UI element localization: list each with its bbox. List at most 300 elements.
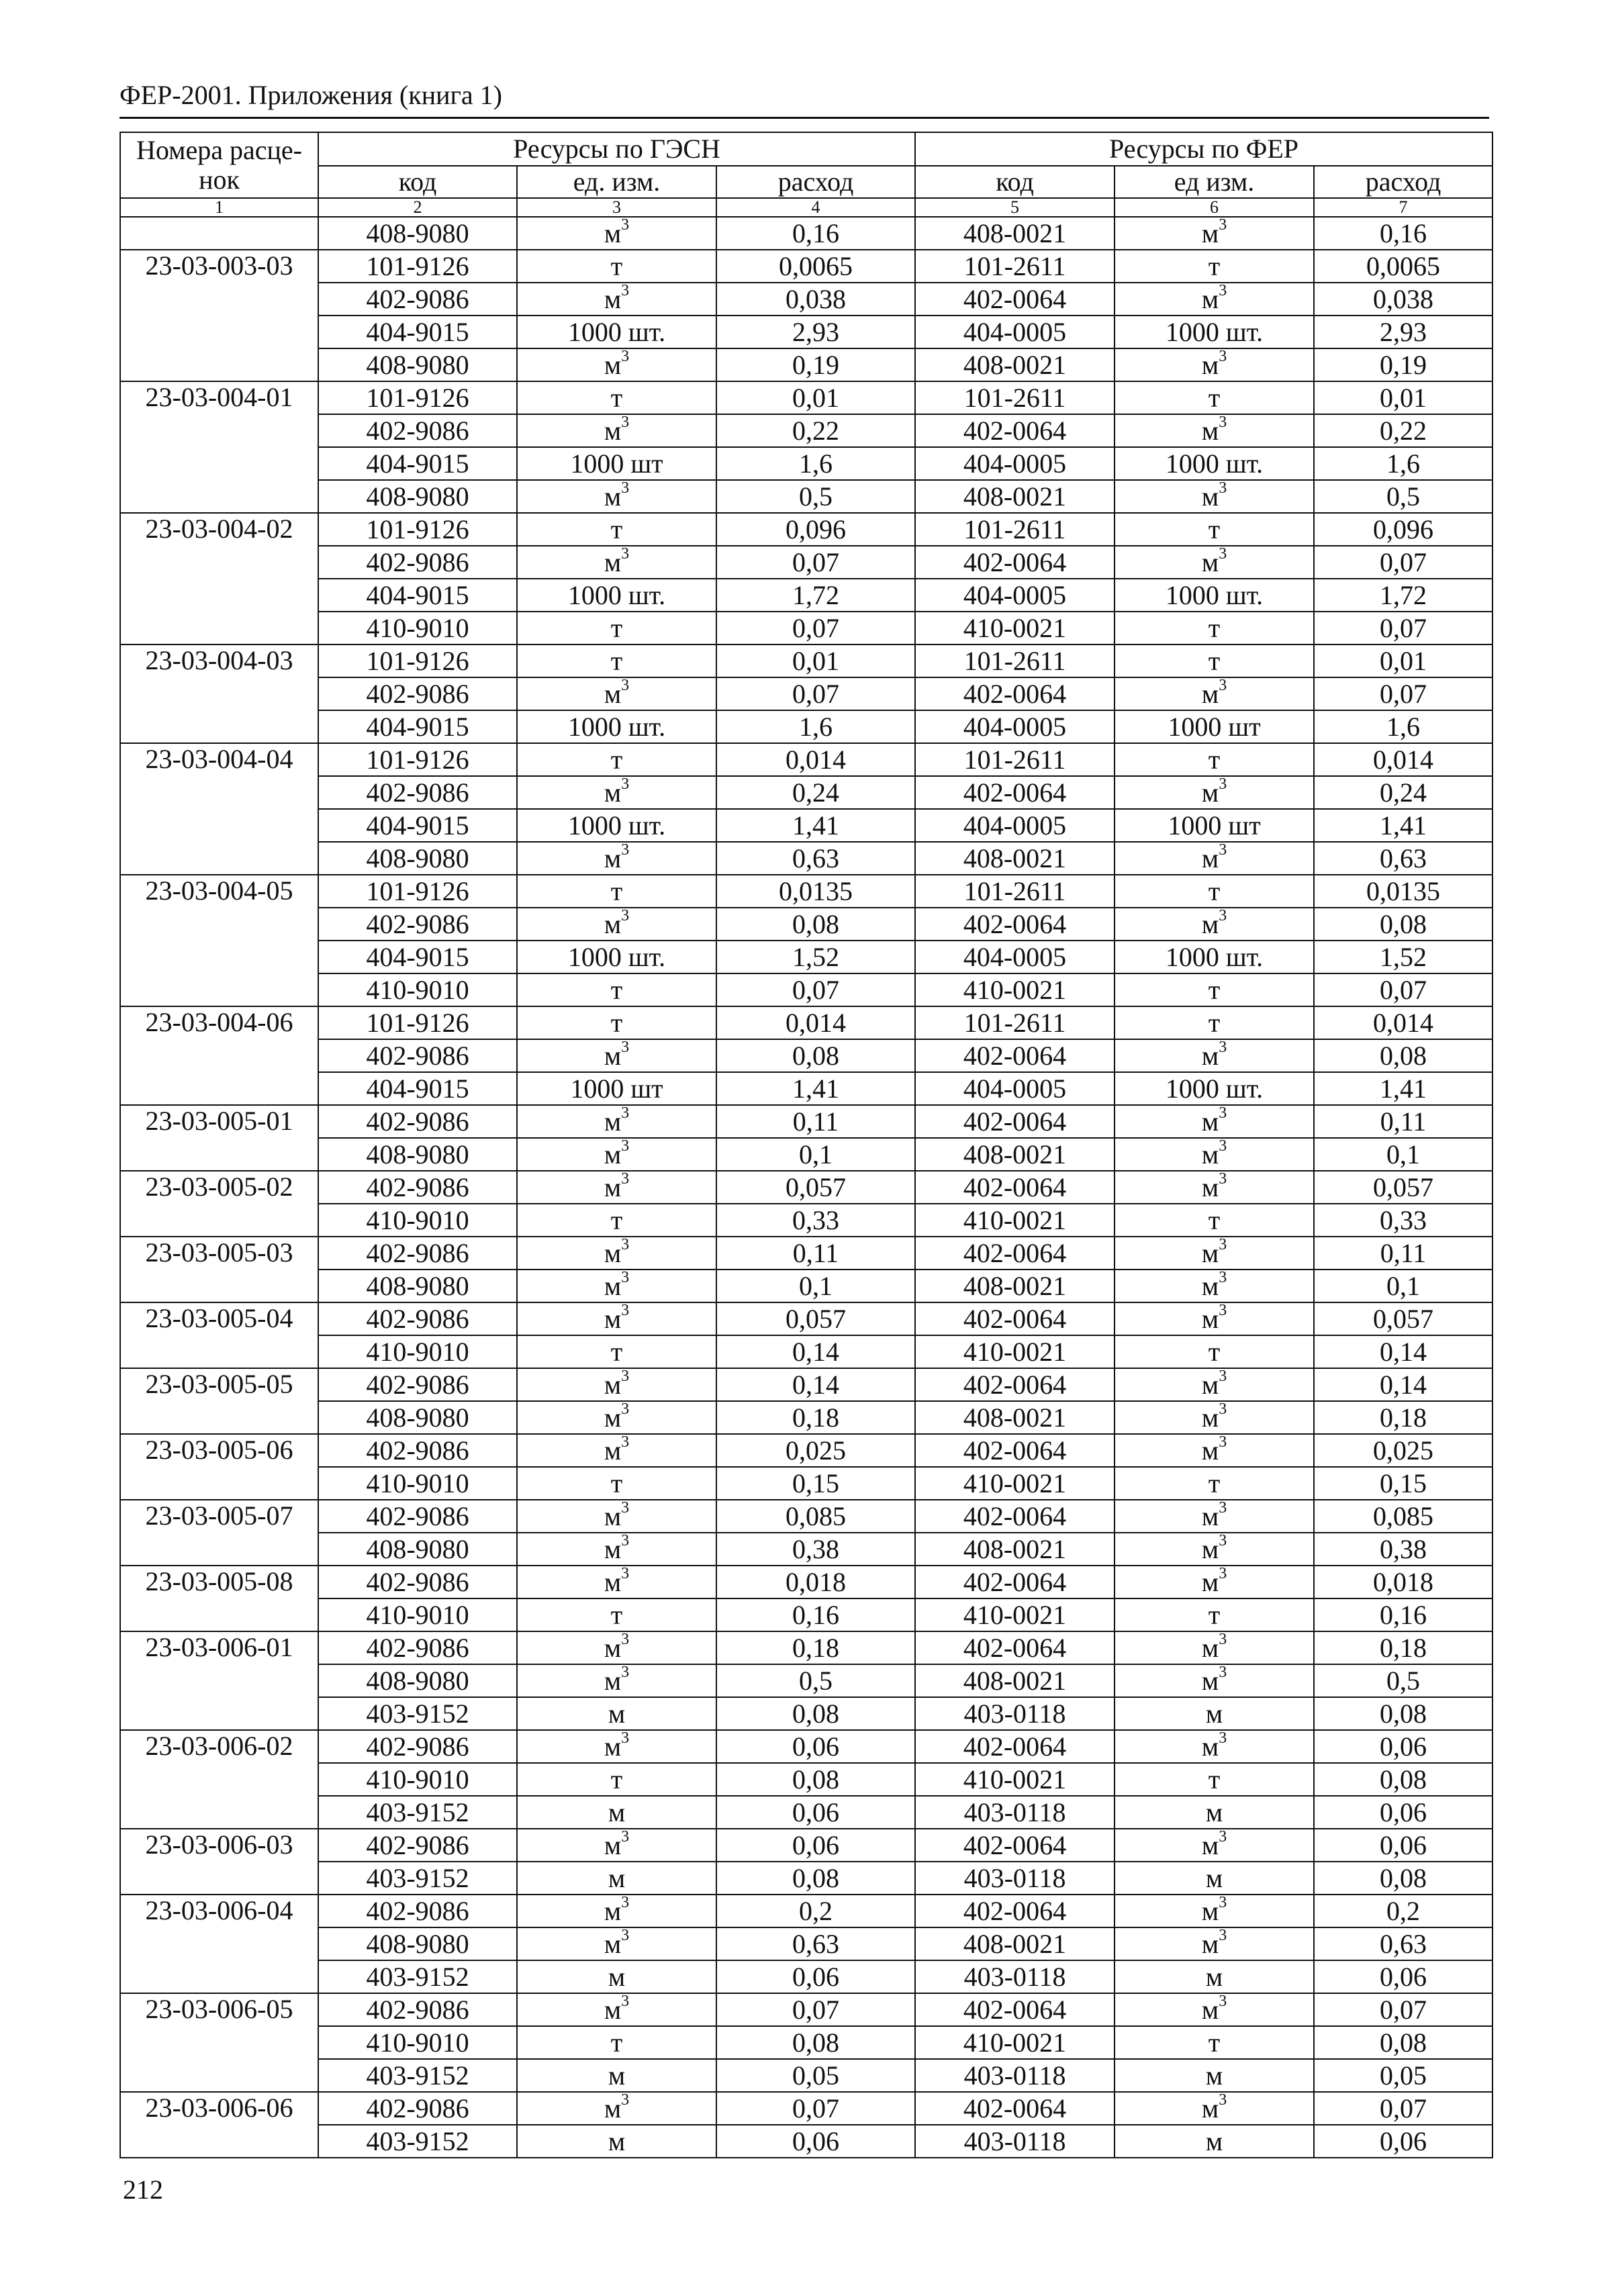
gesn-code-cell <box>318 1927 517 1960</box>
fer-code-cell <box>915 2125 1115 2158</box>
fer-unit: $м^3$ <box>1201 908 1227 939</box>
fer-qty: 0,1 <box>1386 1270 1421 1301</box>
gesn-qty: 0,06 <box>792 2125 840 2156</box>
gesn-code-cell <box>318 1039 517 1072</box>
gesn-unit: м <box>608 1961 626 1992</box>
gesn-unit: $м^3$ <box>604 414 630 446</box>
fer-code-cell <box>915 381 1115 414</box>
fer-code: 402-0064 <box>963 1303 1067 1334</box>
fer-unit: $м^3$ <box>1201 1664 1227 1696</box>
rate-number-cell <box>120 973 318 1006</box>
header-fer-unit: ед изм. <box>1115 166 1314 198</box>
gesn-unit-cell <box>517 809 716 842</box>
header-gesn-qty: расход <box>716 166 915 198</box>
fer-unit: м <box>1205 2060 1223 2091</box>
rate-number-cell <box>120 1895 318 1927</box>
fer-unit: $м^3$ <box>1201 1533 1227 1564</box>
fer-unit-cell <box>1115 217 1314 250</box>
gesn-qty: 0,057 <box>786 1171 847 1202</box>
table-row <box>120 1204 1492 1237</box>
fer-unit-cell <box>1115 1105 1314 1138</box>
fer-unit-cell <box>1115 644 1314 677</box>
fer-code-cell <box>915 1993 1115 2026</box>
gesn-qty-cell <box>716 316 915 348</box>
fer-code-cell <box>915 1006 1115 1039</box>
gesn-code: 101-9126 <box>366 645 469 676</box>
fer-qty: 0,1 <box>1386 1139 1421 1169</box>
rate-number: 23-03-006-05 <box>145 1994 293 2024</box>
gesn-code: 408-9080 <box>366 843 469 873</box>
gesn-code: 410-9010 <box>366 1599 469 1630</box>
gesn-code: 101-9126 <box>366 1007 469 1038</box>
gesn-code: 402-9086 <box>366 1566 469 1597</box>
fer-code: 402-0064 <box>963 1895 1067 1926</box>
rate-number-cell <box>120 1006 318 1039</box>
table-row <box>120 1598 1492 1631</box>
gesn-code: 402-9086 <box>366 1237 469 1268</box>
gesn-qty-cell <box>716 612 915 644</box>
gesn-unit: $м^3$ <box>604 1401 630 1433</box>
table-row <box>120 677 1492 710</box>
fer-code-cell <box>915 677 1115 710</box>
table-row <box>120 1237 1492 1270</box>
gesn-unit-cell <box>517 217 716 250</box>
fer-code-cell <box>915 1039 1115 1072</box>
rate-number-cell <box>120 1368 318 1401</box>
fer-code-cell <box>915 743 1115 776</box>
fer-qty: 0,38 <box>1380 1533 1427 1564</box>
gesn-unit: $м^3$ <box>604 1730 630 1762</box>
fer-qty-cell <box>1314 941 1492 973</box>
fer-unit-cell <box>1115 875 1314 908</box>
fer-code: 402-0064 <box>963 678 1067 709</box>
fer-qty: 0,07 <box>1380 974 1427 1005</box>
fer-unit: 1000 шт. <box>1165 448 1264 479</box>
gesn-qty: 0,08 <box>792 1698 840 1729</box>
gesn-qty-cell <box>716 1829 915 1862</box>
fer-code: 408-0021 <box>963 218 1067 248</box>
fer-code-cell <box>915 1171 1115 1204</box>
fer-qty: 0,08 <box>1380 1862 1427 1893</box>
gesn-code-cell <box>318 1862 517 1895</box>
fer-qty: 0,15 <box>1380 1468 1427 1498</box>
fer-qty-cell <box>1314 250 1492 283</box>
gesn-unit: т <box>610 1468 623 1498</box>
fer-unit: м <box>1205 1961 1223 1992</box>
table-row <box>120 2125 1492 2158</box>
gesn-qty-cell <box>716 447 915 480</box>
table-row <box>120 1335 1492 1368</box>
gesn-code-cell <box>318 513 517 546</box>
fer-code: 408-0021 <box>963 1533 1067 1564</box>
fer-unit: м <box>1205 1797 1223 1827</box>
gesn-unit-cell <box>517 2092 716 2125</box>
gesn-code: 402-9086 <box>366 1106 469 1137</box>
rate-number: 23-03-006-02 <box>145 1731 293 1761</box>
rate-number: 23-03-004-02 <box>145 514 293 544</box>
fer-unit-cell <box>1115 1730 1314 1763</box>
fer-qty-cell <box>1314 2059 1492 2092</box>
fer-code: 404-0005 <box>963 711 1067 742</box>
rate-number-cell <box>120 1631 318 1664</box>
gesn-code-cell <box>318 809 517 842</box>
gesn-unit: т <box>610 1764 623 1795</box>
gesn-qty-cell <box>716 1895 915 1927</box>
gesn-code: 402-9086 <box>366 1435 469 1466</box>
fer-code: 101-2611 <box>963 645 1066 676</box>
fer-qty: 0,07 <box>1380 612 1427 643</box>
fer-unit-cell <box>1115 2125 1314 2158</box>
gesn-code-cell <box>318 1138 517 1171</box>
gesn-code: 404-9015 <box>366 1073 469 1104</box>
fer-code-cell <box>915 1697 1115 1730</box>
gesn-unit-cell <box>517 316 716 348</box>
gesn-unit-cell <box>517 381 716 414</box>
fer-qty-cell <box>1314 1204 1492 1237</box>
table-row <box>120 1138 1492 1171</box>
rate-number: 23-03-005-03 <box>145 1237 293 1267</box>
fer-unit: $м^3$ <box>1201 1039 1227 1071</box>
fer-qty: 0,33 <box>1380 1204 1427 1235</box>
gesn-qty-cell <box>716 1105 915 1138</box>
fer-qty: 0,24 <box>1380 777 1427 808</box>
rate-number-cell <box>120 1927 318 1960</box>
fer-unit: $м^3$ <box>1201 1138 1227 1169</box>
fer-code-cell <box>915 809 1115 842</box>
gesn-unit: $м^3$ <box>604 908 630 939</box>
gesn-qty: 0,1 <box>799 1270 833 1301</box>
fer-qty: 0,08 <box>1380 1764 1427 1795</box>
fer-qty: 0,06 <box>1380 1829 1427 1860</box>
fer-code: 410-0021 <box>963 1204 1067 1235</box>
fer-code: 403-0118 <box>963 1698 1066 1729</box>
rate-number-cell <box>120 710 318 743</box>
fer-qty-cell <box>1314 283 1492 316</box>
gesn-qty-cell <box>716 1006 915 1039</box>
gesn-code: 410-9010 <box>366 612 469 643</box>
gesn-code-cell <box>318 546 517 579</box>
table-row <box>120 480 1492 513</box>
fer-code-cell <box>915 1829 1115 1862</box>
gesn-code-cell <box>318 217 517 250</box>
rate-number-cell <box>120 1039 318 1072</box>
column-number: 1 <box>120 198 318 217</box>
fer-qty: 0,07 <box>1380 678 1427 709</box>
fer-qty: 1,41 <box>1380 810 1427 841</box>
gesn-qty: 0,07 <box>792 2093 840 2123</box>
gesn-unit-cell <box>517 1006 716 1039</box>
fer-qty: 0,14 <box>1380 1369 1427 1400</box>
fer-unit: $м^3$ <box>1201 348 1227 380</box>
fer-code-cell <box>915 842 1115 875</box>
gesn-unit-cell <box>517 447 716 480</box>
gesn-unit: $м^3$ <box>604 1566 630 1597</box>
gesn-code-cell <box>318 1895 517 1927</box>
gesn-qty-cell <box>716 743 915 776</box>
rate-number-cell <box>120 579 318 612</box>
gesn-qty: 0,14 <box>792 1369 840 1400</box>
fer-qty-cell <box>1314 1598 1492 1631</box>
rate-number: 23-03-004-01 <box>145 382 293 412</box>
rate-number-cell <box>120 1204 318 1237</box>
gesn-qty: 0,63 <box>792 1928 840 1959</box>
rate-number: 23-03-005-07 <box>145 1500 293 1531</box>
rate-number: 23-03-005-04 <box>145 1303 293 1333</box>
fer-unit-cell <box>1115 908 1314 941</box>
gesn-unit-cell <box>517 908 716 941</box>
gesn-qty-cell <box>716 1533 915 1566</box>
table-row <box>120 842 1492 875</box>
column-number: 6 <box>1115 198 1314 217</box>
fer-qty: 0,22 <box>1380 415 1427 446</box>
gesn-code-cell <box>318 1072 517 1105</box>
gesn-unit: $м^3$ <box>604 1105 630 1137</box>
rate-number-cell <box>120 1335 318 1368</box>
fer-code-cell <box>915 2026 1115 2059</box>
fer-code-cell <box>915 513 1115 546</box>
gesn-code: 410-9010 <box>366 1764 469 1795</box>
fer-code-cell <box>915 1796 1115 1829</box>
table-row <box>120 1960 1492 1993</box>
fer-unit: т <box>1208 1468 1221 1498</box>
table-head <box>120 132 1492 217</box>
fer-code-cell <box>915 2059 1115 2092</box>
table-row <box>120 1302 1492 1335</box>
header-rates: Номера расце-нок <box>120 132 318 198</box>
gesn-unit-cell <box>517 612 716 644</box>
fer-qty-cell <box>1314 480 1492 513</box>
fer-code: 408-0021 <box>963 1928 1067 1959</box>
fer-unit-cell <box>1115 1533 1314 1566</box>
gesn-code-cell <box>318 283 517 316</box>
gesn-unit-cell <box>517 1072 716 1105</box>
column-number: 3 <box>517 198 716 217</box>
fer-qty-cell <box>1314 1138 1492 1171</box>
fer-qty-cell <box>1314 414 1492 447</box>
gesn-unit-cell <box>517 1270 716 1302</box>
gesn-qty-cell <box>716 1302 915 1335</box>
gesn-code-cell <box>318 1631 517 1664</box>
fer-qty: 0,038 <box>1373 283 1434 314</box>
gesn-code: 408-9080 <box>366 1139 469 1169</box>
fer-code: 408-0021 <box>963 349 1067 380</box>
gesn-unit: т <box>610 645 623 676</box>
fer-code: 410-0021 <box>963 1336 1067 1367</box>
fer-qty-cell <box>1314 1467 1492 1500</box>
fer-qty: 0,025 <box>1373 1435 1434 1466</box>
fer-unit: $м^3$ <box>1201 1500 1227 1531</box>
page-number: 212 <box>123 2174 163 2205</box>
table-row <box>120 1270 1492 1302</box>
gesn-unit-cell <box>517 1204 716 1237</box>
gesn-unit-cell <box>517 546 716 579</box>
table-row <box>120 447 1492 480</box>
gesn-qty: 0,5 <box>799 481 833 512</box>
rate-number-cell <box>120 513 318 546</box>
fer-unit-cell <box>1115 1401 1314 1434</box>
gesn-code-cell <box>318 1335 517 1368</box>
table-row <box>120 973 1492 1006</box>
fer-qty-cell <box>1314 447 1492 480</box>
fer-qty: 0,14 <box>1380 1336 1427 1367</box>
fer-qty: 0,18 <box>1380 1632 1427 1663</box>
fer-code-cell <box>915 776 1115 809</box>
rate-number-cell <box>120 612 318 644</box>
fer-code: 408-0021 <box>963 1402 1067 1433</box>
fer-code-cell <box>915 875 1115 908</box>
fer-code: 101-2611 <box>963 744 1066 775</box>
rate-number: 23-03-004-05 <box>145 875 293 906</box>
gesn-unit-cell <box>517 1467 716 1500</box>
gesn-qty-cell <box>716 973 915 1006</box>
table-row <box>120 348 1492 381</box>
fer-qty-cell <box>1314 1960 1492 1993</box>
rate-number-cell <box>120 776 318 809</box>
fer-qty-cell <box>1314 1171 1492 1204</box>
gesn-code: 408-9080 <box>366 1270 469 1301</box>
fer-unit-cell <box>1115 1566 1314 1598</box>
rate-number-cell <box>120 381 318 414</box>
fer-unit: 1000 шт. <box>1165 1073 1264 1104</box>
gesn-code-cell <box>318 381 517 414</box>
gesn-code: 408-9080 <box>366 1533 469 1564</box>
gesn-unit: $м^3$ <box>604 1664 630 1696</box>
rate-number-cell <box>120 875 318 908</box>
gesn-qty: 0,18 <box>792 1402 840 1433</box>
gesn-code-cell <box>318 2059 517 2092</box>
gesn-code-cell <box>318 908 517 941</box>
rate-number-cell <box>120 2092 318 2125</box>
gesn-qty: 0,08 <box>792 2027 840 2058</box>
gesn-unit: $м^3$ <box>604 1368 630 1400</box>
fer-qty: 0,01 <box>1380 382 1427 413</box>
fer-unit: т <box>1208 1599 1221 1630</box>
fer-unit: $м^3$ <box>1201 1993 1227 2025</box>
fer-unit-cell <box>1115 1302 1314 1335</box>
gesn-qty-cell <box>716 414 915 447</box>
fer-code: 404-0005 <box>963 316 1067 347</box>
gesn-qty-cell <box>716 1401 915 1434</box>
gesn-code: 402-9086 <box>366 1040 469 1071</box>
fer-unit-cell <box>1115 1993 1314 2026</box>
table-row <box>120 1763 1492 1796</box>
gesn-unit-cell <box>517 250 716 283</box>
fer-qty: 0,08 <box>1380 908 1427 939</box>
gesn-unit: т <box>610 744 623 775</box>
gesn-qty: 0,22 <box>792 415 840 446</box>
gesn-unit: т <box>610 1204 623 1235</box>
fer-unit: 1000 шт. <box>1165 941 1264 972</box>
gesn-code-cell <box>318 1006 517 1039</box>
fer-qty: 0,085 <box>1373 1500 1434 1531</box>
fer-qty-cell <box>1314 677 1492 710</box>
fer-unit: $м^3$ <box>1201 1237 1227 1268</box>
gesn-code-cell <box>318 743 517 776</box>
fer-qty: 0,014 <box>1373 744 1434 775</box>
gesn-qty-cell <box>716 1500 915 1533</box>
gesn-unit: т <box>610 974 623 1005</box>
gesn-code: 410-9010 <box>366 974 469 1005</box>
gesn-unit: м <box>608 1797 626 1827</box>
gesn-unit-cell <box>517 1960 716 1993</box>
fer-code: 404-0005 <box>963 1073 1067 1104</box>
gesn-unit-cell <box>517 1598 716 1631</box>
fer-code: 101-2611 <box>963 382 1066 413</box>
rate-number-cell <box>120 1270 318 1302</box>
table-row <box>120 1105 1492 1138</box>
fer-unit-cell <box>1115 1796 1314 1829</box>
gesn-unit-cell <box>517 842 716 875</box>
gesn-code: 408-9080 <box>366 1665 469 1696</box>
header-gesn-code: код <box>318 166 517 198</box>
rate-number-cell <box>120 941 318 973</box>
table-row <box>120 2059 1492 2092</box>
rate-number-cell <box>120 809 318 842</box>
gesn-unit: $м^3$ <box>604 1171 630 1202</box>
fer-unit-cell <box>1115 1631 1314 1664</box>
fer-qty: 1,72 <box>1380 579 1427 610</box>
gesn-code: 404-9015 <box>366 579 469 610</box>
gesn-code-cell <box>318 447 517 480</box>
fer-qty: 1,41 <box>1380 1073 1427 1104</box>
fer-qty: 1,6 <box>1386 711 1421 742</box>
fer-code-cell <box>915 283 1115 316</box>
fer-code-cell <box>915 1302 1115 1335</box>
gesn-unit-cell <box>517 480 716 513</box>
gesn-unit-cell <box>517 1237 716 1270</box>
fer-code-cell <box>915 1862 1115 1895</box>
table-row <box>120 710 1492 743</box>
gesn-code: 101-9126 <box>366 382 469 413</box>
gesn-qty-cell <box>716 1335 915 1368</box>
table-row <box>120 2026 1492 2059</box>
gesn-code: 408-9080 <box>366 218 469 248</box>
gesn-unit-cell <box>517 1796 716 1829</box>
gesn-code-cell <box>318 2125 517 2158</box>
rate-number-cell <box>120 677 318 710</box>
fer-unit-cell <box>1115 710 1314 743</box>
fer-unit-cell <box>1115 1138 1314 1171</box>
fer-code-cell <box>915 217 1115 250</box>
fer-unit-cell <box>1115 447 1314 480</box>
gesn-qty-cell <box>716 1763 915 1796</box>
gesn-unit-cell <box>517 1631 716 1664</box>
gesn-code: 101-9126 <box>366 744 469 775</box>
fer-qty-cell <box>1314 1993 1492 2026</box>
fer-code-cell <box>915 1730 1115 1763</box>
rate-number: 23-03-005-02 <box>145 1171 293 1202</box>
gesn-unit: т <box>610 514 623 544</box>
rate-number-cell <box>120 316 318 348</box>
gesn-code-cell <box>318 1697 517 1730</box>
fer-code-cell <box>915 250 1115 283</box>
gesn-code: 408-9080 <box>366 1402 469 1433</box>
gesn-unit-cell <box>517 1763 716 1796</box>
fer-qty: 0,06 <box>1380 2125 1427 2156</box>
fer-qty-cell <box>1314 2092 1492 2125</box>
gesn-qty-cell <box>716 381 915 414</box>
rate-number: 23-03-003-03 <box>145 250 293 281</box>
fer-code-cell <box>915 579 1115 612</box>
fer-unit-cell <box>1115 1500 1314 1533</box>
fer-unit: $м^3$ <box>1201 1566 1227 1597</box>
fer-qty-cell <box>1314 1237 1492 1270</box>
fer-unit: $м^3$ <box>1201 480 1227 512</box>
gesn-unit: 1000 шт. <box>567 810 666 841</box>
gesn-unit: 1000 шт. <box>567 711 666 742</box>
gesn-code: 101-9126 <box>366 514 469 544</box>
fer-code-cell <box>915 1927 1115 1960</box>
